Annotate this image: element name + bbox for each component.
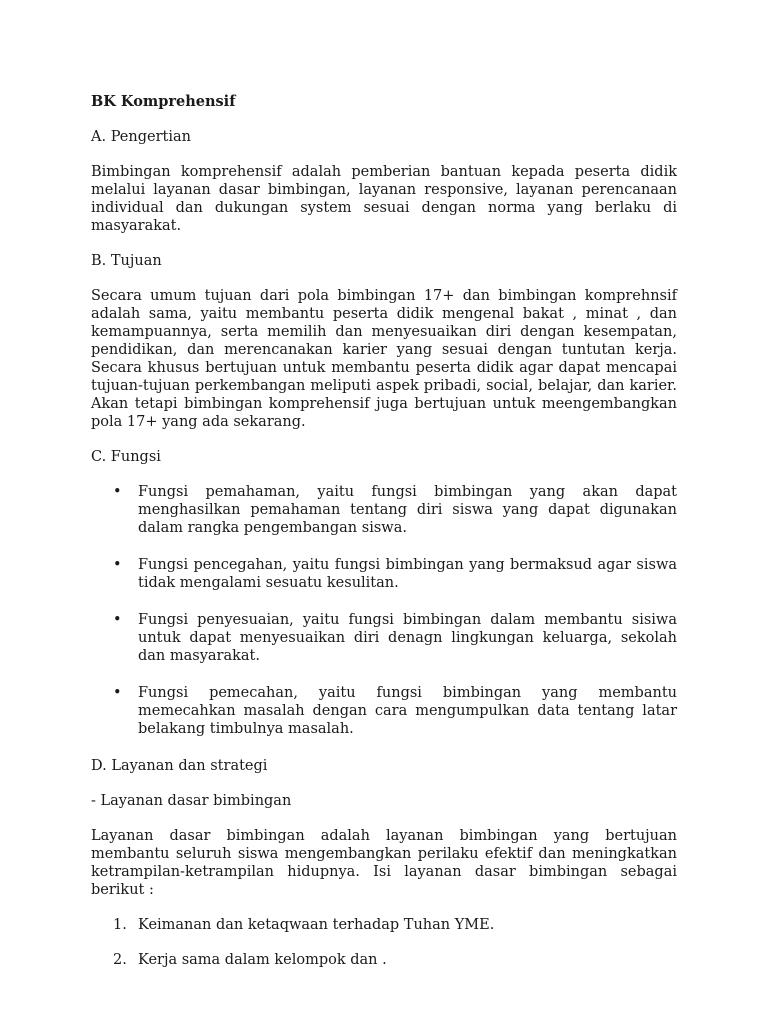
list-item [91,916,677,934]
list-item-text: Fungsi pemecahan, yaitu fungsi bimbingan yang membantu memecahkan masalah dengan cara mengumpulkan data tentang latar belakang timbulnya masalah. [138,685,677,737]
list-item [91,556,677,592]
section-heading-tujuan: B. Tujuan [91,253,162,269]
list-item-text: Fungsi pencegahan, yaitu fungsi bimbingan yang bermaksud agar siswa tidak mengalami sesuatu kesulitan. [138,557,677,591]
section-heading-pengertian: A. Pengertian [91,129,191,145]
list-item [91,951,677,969]
section-heading-layanan: D. Layanan dan strategi [91,758,268,774]
list-item-text: Keimanan dan ketaqwaan terhadap Tuhan YME. [138,917,495,933]
list-item-text: Fungsi pemahaman, yaitu fungsi bimbingan yang akan dapat menghasilkan pemahaman tentang diri siswa yang dapat digunakan dalam rangka pengembangan siswa. [138,484,677,536]
list-item [91,684,677,738]
bullet-icon: • [113,612,122,628]
list-item-text: Kerja sama dalam kelompok dan . [138,952,387,968]
bullet-icon: • [113,685,122,701]
subheading-layanan-dasar: - Layanan dasar bimbingan [91,793,292,809]
list-item-text: Fungsi penyesuaian, yaitu fungsi bimbingan dalam membantu sisiwa untuk dapat menyesuaikan diri denagn lingkungan keluarga, sekolah dan masyarakat. [138,612,677,664]
bullet-icon: • [113,557,122,573]
section-heading-fungsi: C. Fungsi [91,449,161,465]
paragraph-layanan-dasar: Layanan dasar bimbingan adalah layanan bimbingan yang bertujuan membantu seluruh siswa mengembangkan perilaku efektif dan meningkatkan ketrampilan-ketrampilan hidupnya. Isi layanan dasar bimbingan sebagai berikut : [91,828,677,898]
paragraph-pengertian: Bimbingan komprehensif adalah pemberian bantuan kepada peserta didik melalui layanan dasar bimbingan, layanan responsive, layanan perencanaan individual dan dukungan system sesuai dengan norma yang berlaku di masyarakat. [91,164,677,234]
list-item [91,483,677,537]
list-number: 2. [113,952,127,968]
document-title: BK Komprehensif [91,93,236,110]
layanan-numbered-list [91,916,677,969]
list-number: 1. [113,917,127,933]
bullet-icon: • [113,484,122,500]
document-body [91,93,677,986]
list-item [91,611,677,665]
paragraph-tujuan: Secara umum tujuan dari pola bimbingan 17+ dan bimbingan komprehnsif adalah sama, yaitu membantu peserta didik mengenal bakat , minat , dan kemampuannya, serta memilih dan menyesuaikan diri dengan kesempatan, pendidikan, dan merencanakan karier yang sesuai dengan tuntutan kerja. Secara khusus bertujuan untuk membantu peserta didik agar dapat mencapai tujuan-tujuan perkembangan meliputi aspek pribadi, social, belajar, dan karier. Akan tetapi bimbingan komprehensif juga bertujuan untuk meengembangkan pola 17+ yang ada sekarang. [91,288,677,430]
fungsi-bullet-list [91,483,677,738]
